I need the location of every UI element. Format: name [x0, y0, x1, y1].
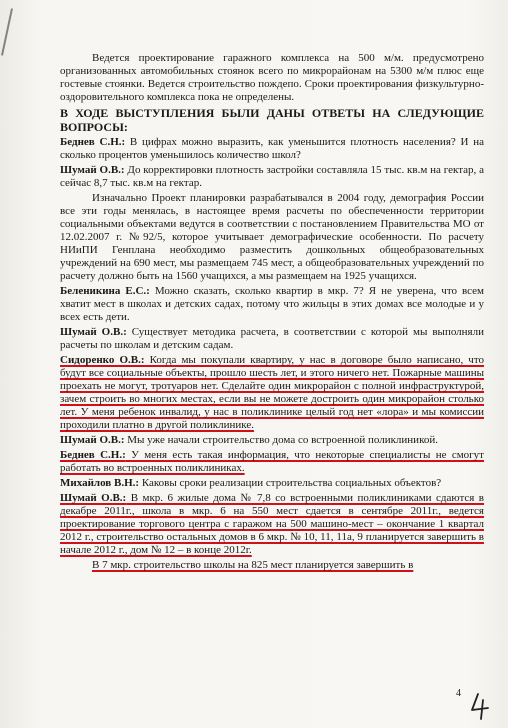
paragraph-text: Изначально Проект планировки разрабатывался в 2004 году, демография России все эти годы менялась, в настоящее время расчеты по обеспеченности территории социальными объектами ведутся в соответствии с постановлением Правительства МО от 12.02.2007 г. №92/5, которое учитывает демографические особенности. По расчету НИиПИ Генплана необходимо разместить дошкольных общеобразовательных учреждений на 690 мест, мы размещаем 745 мест, а общеобразовательных учреждений по расчету должно быть на 1560 учащихся, а мы размещаем на 1925 учащихся. [60, 192, 484, 282]
document-body [60, 52, 484, 574]
speaker-name: Михайлов В.Н.: [60, 477, 140, 489]
paragraph-text: Мы уже начали строительство дома со встроенной поликлиникой. [124, 434, 438, 446]
speaker-name: Сидоренко О.В.: [60, 354, 145, 366]
speaker-name: Шумай О.В.: [60, 326, 127, 338]
speaker-name: Беднев С.Н.: [60, 449, 126, 461]
speaker-name: Шумай О.В.: [60, 492, 127, 504]
handwritten-page-mark [468, 692, 492, 720]
paragraph-text: Каковы сроки реализации строительства социальных объектов? [139, 477, 442, 489]
page-number: 4 [456, 688, 461, 699]
speaker-name: Беленикина Е.С.: [60, 285, 150, 297]
paragraph-planning [60, 192, 484, 283]
paragraph-text: Ведется проектирование гаражного комплекса на 500 м/м. предусмотрено организованных автомобильных стоянок всего по микрорайонам на 5300 м/м плюс еще гостевые стоянки. Ведется строительство пождепо. Сроки проектирования физкультурно-оздоровительного комплекса пока не определены. [60, 52, 484, 103]
paragraph-text: В цифрах можно выразить, как уменьшится плотность населения? И на сколько процентов уменьшилось количество школ? [60, 136, 484, 161]
paragraph-text: Существует методика расчета, в соответствии с которой мы выполняли расчеты по школам и детским садам. [60, 326, 484, 351]
paragraph-bednev-question [60, 136, 484, 162]
paragraph-text: У меня есть такая информация, что некоторые специалисты не смогут работать во встроенных поликлиниках. [60, 449, 484, 474]
paragraph-shumai-schedule [60, 492, 484, 557]
paragraph-shumai-clinic [60, 434, 484, 447]
paragraph-bednev-specialists [60, 449, 484, 475]
paragraph-mikhailov [60, 477, 484, 490]
paragraph-text: В мкр. 6 жилые дома № 7,8 со встроенными поликлиниками сдаются в декабре 2011г., школа в мкр. 6 на 550 мест сдается в сентябре 2011г., ведется проектирование торгового центра с гаражом на 500 машино-мест – окончание 1 квартал 2012 г., строительство остальных домов в 6 мкр. № 10, 11, 11а, 9 планируется завершить в начале 2012 г., дом № 12 – в конце 2012г. [60, 492, 484, 556]
speaker-name: Беднев С.Н.: [60, 136, 126, 148]
paragraph-shumai-method [60, 326, 484, 352]
pen-mark [1, 8, 13, 55]
paragraph-text: До корректировки плотность застройки составляла 15 тыс. кв.м на гектар, а сейчас 8,7 тыс. кв.м на гектар. [60, 164, 484, 189]
paragraph-school-7 [60, 559, 484, 572]
speaker-name: Шумай О.В.: [60, 434, 125, 446]
speaker-name: Шумай О.В.: [60, 164, 125, 176]
paragraph-sidorenko [60, 354, 484, 432]
paragraph-text: Можно сказать, сколько квартир в мкр. 7? Я не уверена, что всем хватит мест в школах и детских садах, потому что жильцы в этих домах все молодые и у всех есть дети. [60, 285, 484, 323]
paragraph-belenikina [60, 285, 484, 324]
paragraph-text: В 7 мкр. строительство школы на 825 мест планируется завершить в [92, 559, 414, 571]
paragraph-garage [60, 52, 484, 104]
paragraph-shumai-density [60, 164, 484, 190]
paragraph-text: Когда мы покупали квартиру, у нас в договоре было написано, что будут все социальные объекты, прошло шесть лет, и этого ничего нет. Пожарные машины проехать не могут, тротуаров нет. Сделайте один микрорайон с полной инфраструктурой, зачем строить во многих местах, если вы не можете достроить один микрорайон столько лет. У меня ребенок инвалид, у нас в поликлинике целый год нет «лора» и мы комиссии проходили платно в другой поликлинике. [60, 354, 485, 431]
section-heading [60, 106, 484, 134]
heading-text: В ХОДЕ ВЫСТУПЛЕНИЯ БЫЛИ ДАНЫ ОТВЕТЫ НА СЛЕДУЮЩИЕ ВОПРОСЫ: [60, 106, 484, 134]
